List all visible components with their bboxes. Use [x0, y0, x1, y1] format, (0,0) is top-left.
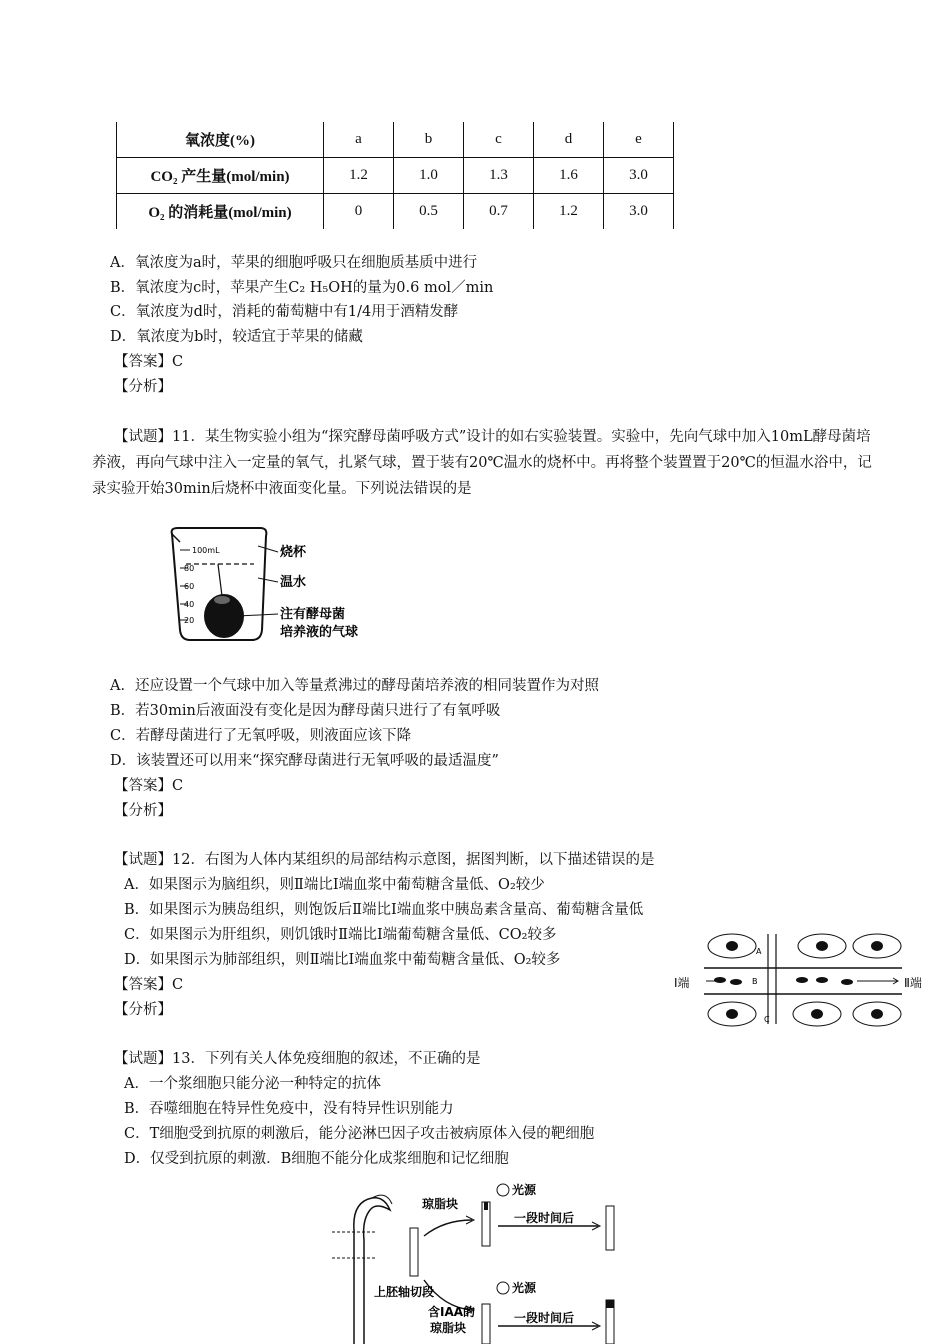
light-label-1: 光源 — [512, 1183, 537, 1197]
table-row — [117, 158, 674, 194]
q13-option-c: C．T细胞受到抗原的刺激后，能分泌淋巴因子攻击被病原体入侵的靶细胞 — [124, 1126, 595, 1142]
q11-option-c: C．若酵母菌进行了无氧呼吸，则液面应该下降 — [110, 728, 412, 744]
scale-label: 60 — [184, 582, 195, 591]
beaker-label: 烧杯 — [280, 545, 307, 560]
q10-option-a: A．氧浓度为a时，苹果的细胞呼吸只在细胞质基质中进行 — [110, 255, 478, 271]
after-label-2: 一段时间后 — [514, 1311, 575, 1325]
end-ii-label: Ⅱ端 — [904, 976, 922, 990]
table-col-d: d — [534, 122, 604, 158]
iaa-figure — [326, 1180, 626, 1344]
q11-option-b: B．若30min后液面没有变化是因为酵母菌只进行了有氧呼吸 — [110, 703, 501, 719]
table-cell: 0 — [324, 194, 394, 230]
label-c: C — [764, 1015, 770, 1024]
scale-label: 100mL — [192, 546, 220, 555]
scale-label: 40 — [184, 600, 195, 609]
table-cell: 1.2 — [324, 158, 394, 194]
table-cell: 3.0 — [604, 194, 674, 230]
table-cell: 3.0 — [604, 158, 674, 194]
table-cell: 0.7 — [464, 194, 534, 230]
table-cell: 1.2 — [534, 194, 604, 230]
table-row — [117, 194, 674, 230]
table-cell: 0.5 — [394, 194, 464, 230]
q11-option-d: D．该装置还可以用来“探究酵母菌进行无氧呼吸的最适温度” — [110, 753, 499, 769]
table-col-a: a — [324, 122, 394, 158]
segment-label: 上胚轴切段 — [374, 1285, 435, 1299]
row-label: CO₂ 产生量(mol/min) — [117, 158, 324, 194]
q12-stem: 【试题】12．右图为人体内某组织的局部结构示意图，据图判断，以下描述错误的是 — [114, 852, 655, 868]
balloon-label-1: 注有酵母菌 — [280, 607, 346, 622]
beaker-figure — [166, 520, 376, 645]
scale-label: 80 — [184, 564, 195, 573]
q10-option-d: D．氧浓度为b时，较适宜于苹果的储藏 — [110, 329, 363, 345]
q12-option-b: B．如果图示为胰岛组织，则饱饭后Ⅱ端比Ⅰ端血浆中胰岛素含量高、葡萄糖含量低 — [124, 902, 644, 918]
after-label-1: 一段时间后 — [514, 1211, 575, 1225]
q10-option-c: C．氧浓度为d时，消耗的葡萄糖中有1/4用于酒精发酵 — [110, 304, 459, 320]
q10-option-b: B．氧浓度为c时，苹果产生C₂ H₅OH的量为0.6 mol／min — [110, 280, 494, 296]
table-cell: 1.0 — [394, 158, 464, 194]
balloon-label-2: 培养液的气球 — [280, 625, 359, 640]
water-label: 温水 — [280, 575, 307, 590]
q11-option-a: A．还应设置一个气球中加入等量煮沸过的酵母菌培养液的相同装置作为对照 — [110, 678, 599, 694]
label-b: B — [752, 977, 758, 986]
row-label: O₂ 的消耗量(mol/min) — [117, 194, 324, 230]
iaa-label-2: 琼脂块 — [430, 1321, 467, 1335]
q13-option-a: A．一个浆细胞只能分泌一种特定的抗体 — [124, 1076, 381, 1092]
agar-label: 琼脂块 — [422, 1197, 459, 1211]
tissue-figure — [672, 930, 932, 1030]
q12-option-a: A．如果图示为脑组织，则Ⅱ端比Ⅰ端血浆中葡萄糖含量低、O₂较少 — [124, 877, 545, 893]
q11-stem: 【试题】11．某生物实验小组为“探究酵母菌呼吸方式”设计的如右实验装置。实验中，先向气球中加入10mL酵母菌培养液，再向气球中注入一定量的氧气，扎紧气球，置于装有20℃温水的烧杯中。再将整个装置置于20℃的恒温水浴中，记录实验开始30min后烧杯中液面变化量。下列说法错误的是 — [92, 429, 872, 497]
table-header-row — [117, 122, 674, 158]
scale-label: 20 — [184, 616, 195, 625]
table-cell: 1.6 — [534, 158, 604, 194]
q11-answer: 【答案】C — [114, 778, 184, 794]
table-cell: 1.3 — [464, 158, 534, 194]
q11-analysis: 【分析】 — [114, 803, 172, 819]
table-col-e: e — [604, 122, 674, 158]
end-i-label: Ⅰ端 — [674, 976, 690, 990]
table-header: 氧浓度(%) — [117, 122, 324, 158]
table-col-b: b — [394, 122, 464, 158]
q13-option-b: B．吞噬细胞在特异性免疫中，没有特异性识别能力 — [124, 1101, 454, 1117]
table-col-c: c — [464, 122, 534, 158]
label-a: A — [756, 947, 762, 956]
q10-analysis: 【分析】 — [114, 379, 172, 395]
q12-answer: 【答案】C — [114, 977, 184, 993]
iaa-label-1: 含IAA的 — [428, 1305, 476, 1319]
q12-option-c: C．如果图示为肝组织，则饥饿时Ⅱ端比Ⅰ端葡萄糖含量低、CO₂较多 — [124, 927, 557, 943]
q10-answer: 【答案】C — [114, 354, 184, 370]
light-label-2: 光源 — [512, 1281, 537, 1295]
q12-option-d: D．如果图示为肺部组织，则Ⅱ端比Ⅰ端血浆中葡萄糖含量低、O₂较多 — [124, 952, 561, 968]
oxygen-table — [116, 122, 674, 229]
q13-option-d: D．仅受到抗原的刺激．B细胞不能分化成浆细胞和记忆细胞 — [124, 1151, 509, 1167]
q13-stem: 【试题】13．下列有关人体免疫细胞的叙述，不正确的是 — [114, 1051, 481, 1067]
q12-analysis: 【分析】 — [114, 1002, 172, 1018]
